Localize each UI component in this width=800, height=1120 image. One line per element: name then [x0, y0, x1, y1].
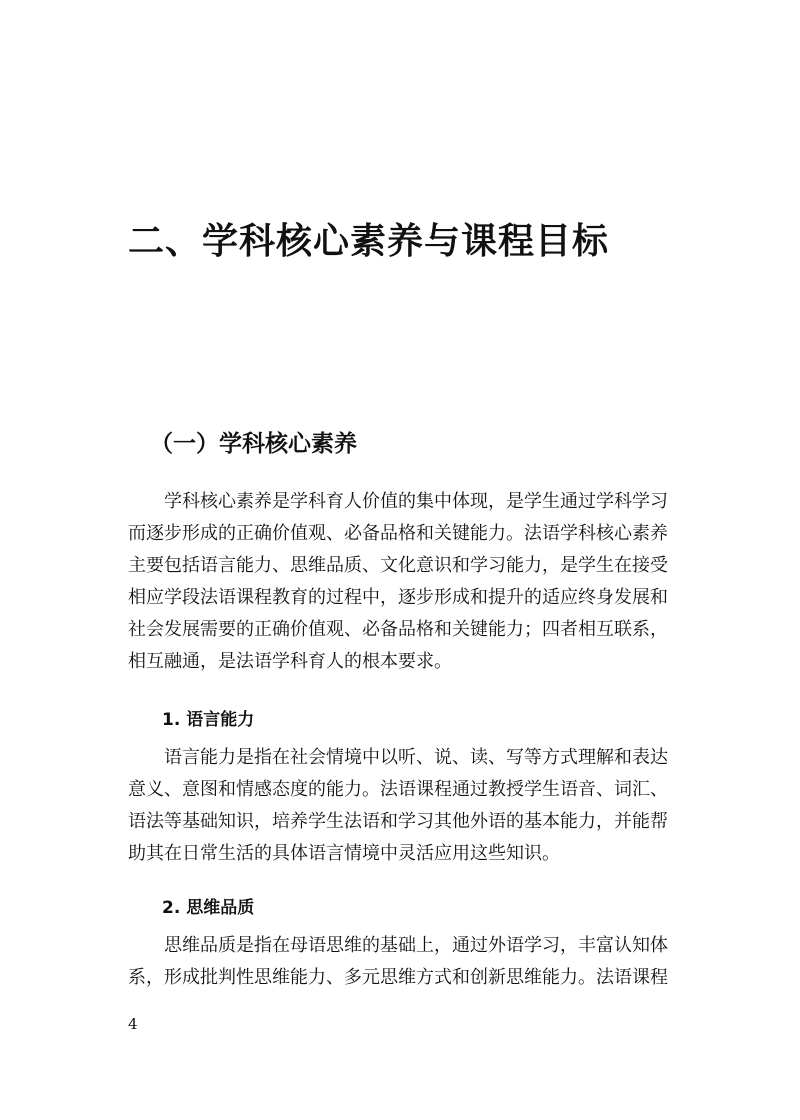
subsection-heading-thinking-quality: 2. 思维品质 [162, 898, 255, 918]
page-number: 4 [128, 1015, 138, 1033]
section-heading: （一）学科核心素养 [150, 431, 357, 457]
paragraph-language-ability: 语言能力是指在社会情境中以听、说、读、写等方式理解和表达意义、意图和情感态度的能力。法语课程通过教授学生语音、词汇、语法等基础知识，培养学生法语和学习其他外语的基本能力，并能帮助其在日常生活的具体语言情境中灵活应用这些知识。 [128, 747, 668, 864]
subsection-heading-language-ability: 1. 语言能力 [162, 710, 255, 730]
intro-paragraph: 学科核心素养是学科育人价值的集中体现，是学生通过学科学习而逐步形成的正确价值观、必备品格和关键能力。法语学科核心素养主要包括语言能力、思维品质、文化意识和学习能力，是学生在接受相应学段法语课程教育的过程中，逐步形成和提升的适应终身发展和社会发展需要的正确价值观、必备品格和关键能力；四者相互联系，相互融通，是法语学科育人的根本要求。 [128, 491, 668, 672]
chapter-title: 二、学科核心素养与课程目标 [128, 221, 610, 262]
paragraph-thinking-quality: 思维品质是指在母语思维的基础上，通过外语学习，丰富认知体系，形成批判性思维能力、多元思维方式和创新思维能力。法语课程 [128, 935, 668, 988]
